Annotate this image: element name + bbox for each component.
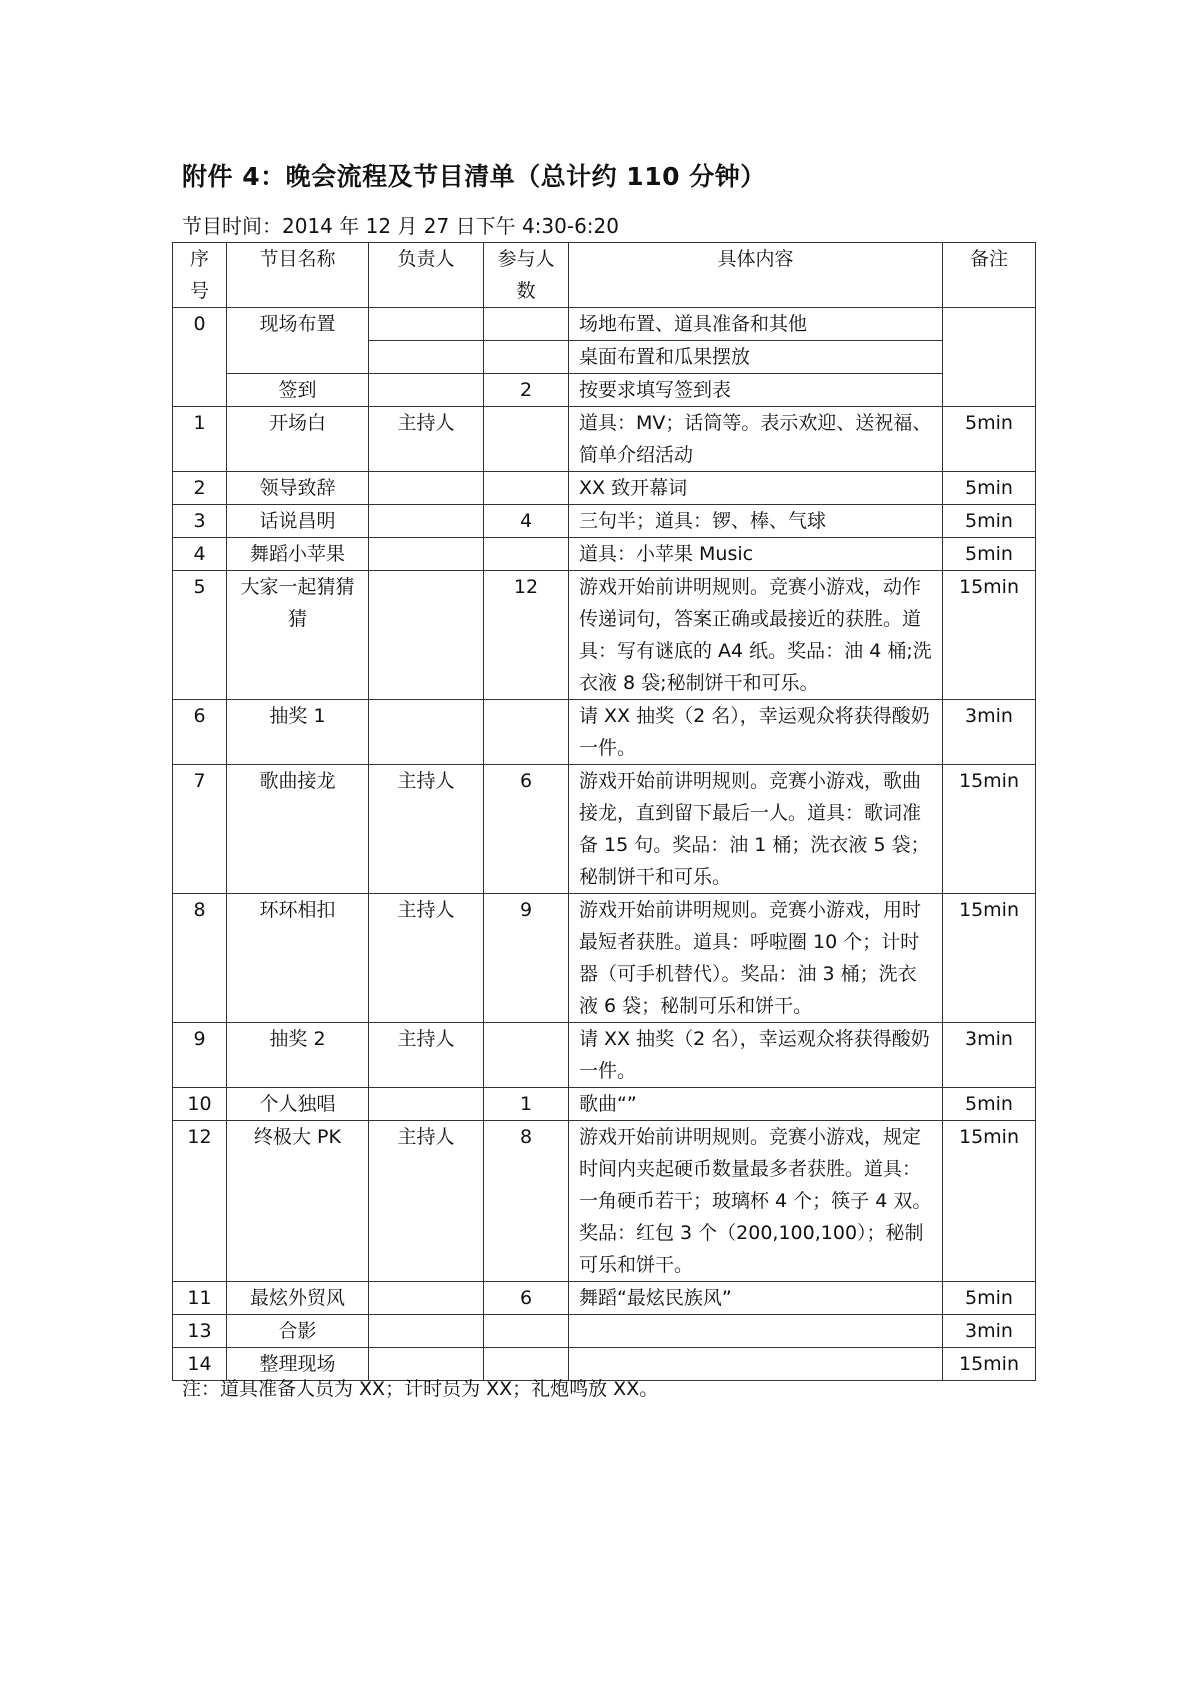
cell-remark: 5min — [943, 538, 1036, 571]
cell-owner: 主持人 — [369, 1121, 484, 1282]
cell-count — [484, 538, 569, 571]
header-remark: 备注 — [943, 243, 1036, 308]
cell-no: 3 — [173, 505, 227, 538]
cell-owner: 主持人 — [369, 407, 484, 472]
cell-count — [484, 1023, 569, 1088]
cell-content: 按要求填写签到表 — [569, 374, 943, 407]
cell-remark: 5min — [943, 1282, 1036, 1315]
cell-name: 签到 — [227, 374, 369, 407]
cell-count: 9 — [484, 894, 569, 1023]
table-row — [173, 374, 1036, 407]
cell-owner — [369, 1315, 484, 1348]
cell-no: 13 — [173, 1315, 227, 1348]
footnote: 注：道具准备人员为 XX；计时员为 XX；礼炮鸣放 XX。 — [182, 1378, 659, 1400]
cell-owner — [369, 505, 484, 538]
cell-owner — [369, 1282, 484, 1315]
cell-content: 游戏开始前讲明规则。竞赛小游戏，歌曲接龙，直到留下最后一人。道具：歌词准备 15 句。奖品：油 1 桶；洗衣液 5 袋；秘制饼干和可乐。 — [569, 765, 943, 894]
table-row — [173, 505, 1036, 538]
cell-no: 12 — [173, 1121, 227, 1282]
cell-count: 6 — [484, 1282, 569, 1315]
cell-no: 8 — [173, 894, 227, 1023]
cell-no: 11 — [173, 1282, 227, 1315]
cell-remark: 5min — [943, 407, 1036, 472]
cell-remark: 15min — [943, 765, 1036, 894]
cell-count — [484, 407, 569, 472]
cell-count: 1 — [484, 1088, 569, 1121]
cell-owner: 主持人 — [369, 894, 484, 1023]
cell-content — [569, 1315, 943, 1348]
header-owner: 负责人 — [369, 243, 484, 308]
cell-name: 整理现场 — [227, 1348, 369, 1381]
header-content: 具体内容 — [569, 243, 943, 308]
cell-owner: 主持人 — [369, 1023, 484, 1088]
cell-name: 抽奖 1 — [227, 700, 369, 765]
cell-owner — [369, 700, 484, 765]
cell-count: 2 — [484, 374, 569, 407]
cell-owner — [369, 374, 484, 407]
cell-name: 领导致辞 — [227, 472, 369, 505]
table-row — [173, 407, 1036, 472]
program-time: 节目时间：2014 年 12 月 27 日下午 4:30-6:20 — [182, 214, 619, 238]
table-row — [173, 1088, 1036, 1121]
cell-count — [484, 341, 569, 374]
cell-no: 14 — [173, 1348, 227, 1381]
cell-no: 10 — [173, 1088, 227, 1121]
header-no: 序号 — [173, 243, 227, 308]
table-row — [173, 308, 1036, 341]
program-table — [172, 242, 1036, 1381]
cell-name: 抽奖 2 — [227, 1023, 369, 1088]
table-row — [173, 1121, 1036, 1282]
cell-no: 1 — [173, 407, 227, 472]
header-name: 节目名称 — [227, 243, 369, 308]
cell-remark: 5min — [943, 505, 1036, 538]
cell-name: 开场白 — [227, 407, 369, 472]
document-title: 附件 4：晚会流程及节目清单（总计约 110 分钟） — [182, 162, 766, 191]
cell-content: 道具：MV；话筒等。表示欢迎、送祝福、简单介绍活动 — [569, 407, 943, 472]
cell-owner — [369, 1088, 484, 1121]
cell-name: 大家一起猜猜猜 — [227, 571, 369, 700]
cell-name: 最炫外贸风 — [227, 1282, 369, 1315]
cell-no: 2 — [173, 472, 227, 505]
cell-name: 舞蹈小苹果 — [227, 538, 369, 571]
cell-no: 9 — [173, 1023, 227, 1088]
cell-content: 请 XX 抽奖（2 名），幸运观众将获得酸奶一件。 — [569, 1023, 943, 1088]
cell-content: XX 致开幕词 — [569, 472, 943, 505]
cell-owner — [369, 571, 484, 700]
cell-name: 现场布置 — [227, 308, 369, 374]
cell-name: 个人独唱 — [227, 1088, 369, 1121]
cell-remark — [943, 308, 1036, 407]
cell-owner: 主持人 — [369, 765, 484, 894]
table-row — [173, 1315, 1036, 1348]
cell-content: 游戏开始前讲明规则。竞赛小游戏，用时最短者获胜。道具：呼啦圈 10 个；计时器（可手机替代）。奖品：油 3 桶；洗衣液 6 袋；秘制可乐和饼干。 — [569, 894, 943, 1023]
cell-content: 桌面布置和瓜果摆放 — [569, 341, 943, 374]
cell-content: 舞蹈“最炫民族风” — [569, 1282, 943, 1315]
cell-count: 6 — [484, 765, 569, 894]
cell-owner — [369, 538, 484, 571]
cell-content: 道具：小苹果 Music — [569, 538, 943, 571]
cell-content: 游戏开始前讲明规则。竞赛小游戏，规定时间内夹起硬币数量最多者获胜。道具：一角硬币若干；玻璃杯 4 个；筷子 4 双。奖品：红包 3 个（200,100,100）；秘制可乐和饼干。 — [569, 1121, 943, 1282]
cell-no: 4 — [173, 538, 227, 571]
table-row — [173, 1282, 1036, 1315]
header-count: 参与人数 — [484, 243, 569, 308]
cell-owner — [369, 341, 484, 374]
cell-count — [484, 308, 569, 341]
cell-count — [484, 700, 569, 765]
table-row — [173, 894, 1036, 1023]
cell-count: 12 — [484, 571, 569, 700]
table-row — [173, 765, 1036, 894]
cell-owner — [369, 472, 484, 505]
table-row — [173, 538, 1036, 571]
cell-remark: 3min — [943, 1023, 1036, 1088]
cell-remark: 5min — [943, 1088, 1036, 1121]
cell-count — [484, 472, 569, 505]
cell-content: 歌曲“” — [569, 1088, 943, 1121]
cell-content: 请 XX 抽奖（2 名），幸运观众将获得酸奶一件。 — [569, 700, 943, 765]
table-header-row — [173, 243, 1036, 308]
cell-remark: 5min — [943, 472, 1036, 505]
cell-count: 4 — [484, 505, 569, 538]
cell-count: 8 — [484, 1121, 569, 1282]
cell-name: 话说昌明 — [227, 505, 369, 538]
cell-remark: 15min — [943, 894, 1036, 1023]
cell-no: 6 — [173, 700, 227, 765]
cell-name: 合影 — [227, 1315, 369, 1348]
cell-owner — [369, 308, 484, 341]
cell-name: 环环相扣 — [227, 894, 369, 1023]
cell-name: 歌曲接龙 — [227, 765, 369, 894]
cell-remark: 15min — [943, 1121, 1036, 1282]
cell-no: 7 — [173, 765, 227, 894]
cell-content: 三句半；道具：锣、棒、气球 — [569, 505, 943, 538]
cell-remark: 3min — [943, 700, 1036, 765]
cell-remark: 15min — [943, 1348, 1036, 1381]
table-row — [173, 1023, 1036, 1088]
cell-remark: 3min — [943, 1315, 1036, 1348]
cell-no: 5 — [173, 571, 227, 700]
cell-no: 0 — [173, 308, 227, 407]
cell-content: 游戏开始前讲明规则。竞赛小游戏，动作传递词句，答案正确或最接近的获胜。道具：写有谜底的 A4 纸。奖品：油 4 桶;洗衣液 8 袋;秘制饼干和可乐。 — [569, 571, 943, 700]
table-row — [173, 571, 1036, 700]
cell-count — [484, 1315, 569, 1348]
table-row — [173, 472, 1036, 505]
cell-content: 场地布置、道具准备和其他 — [569, 308, 943, 341]
cell-remark: 15min — [943, 571, 1036, 700]
cell-name: 终极大 PK — [227, 1121, 369, 1282]
table-row — [173, 700, 1036, 765]
